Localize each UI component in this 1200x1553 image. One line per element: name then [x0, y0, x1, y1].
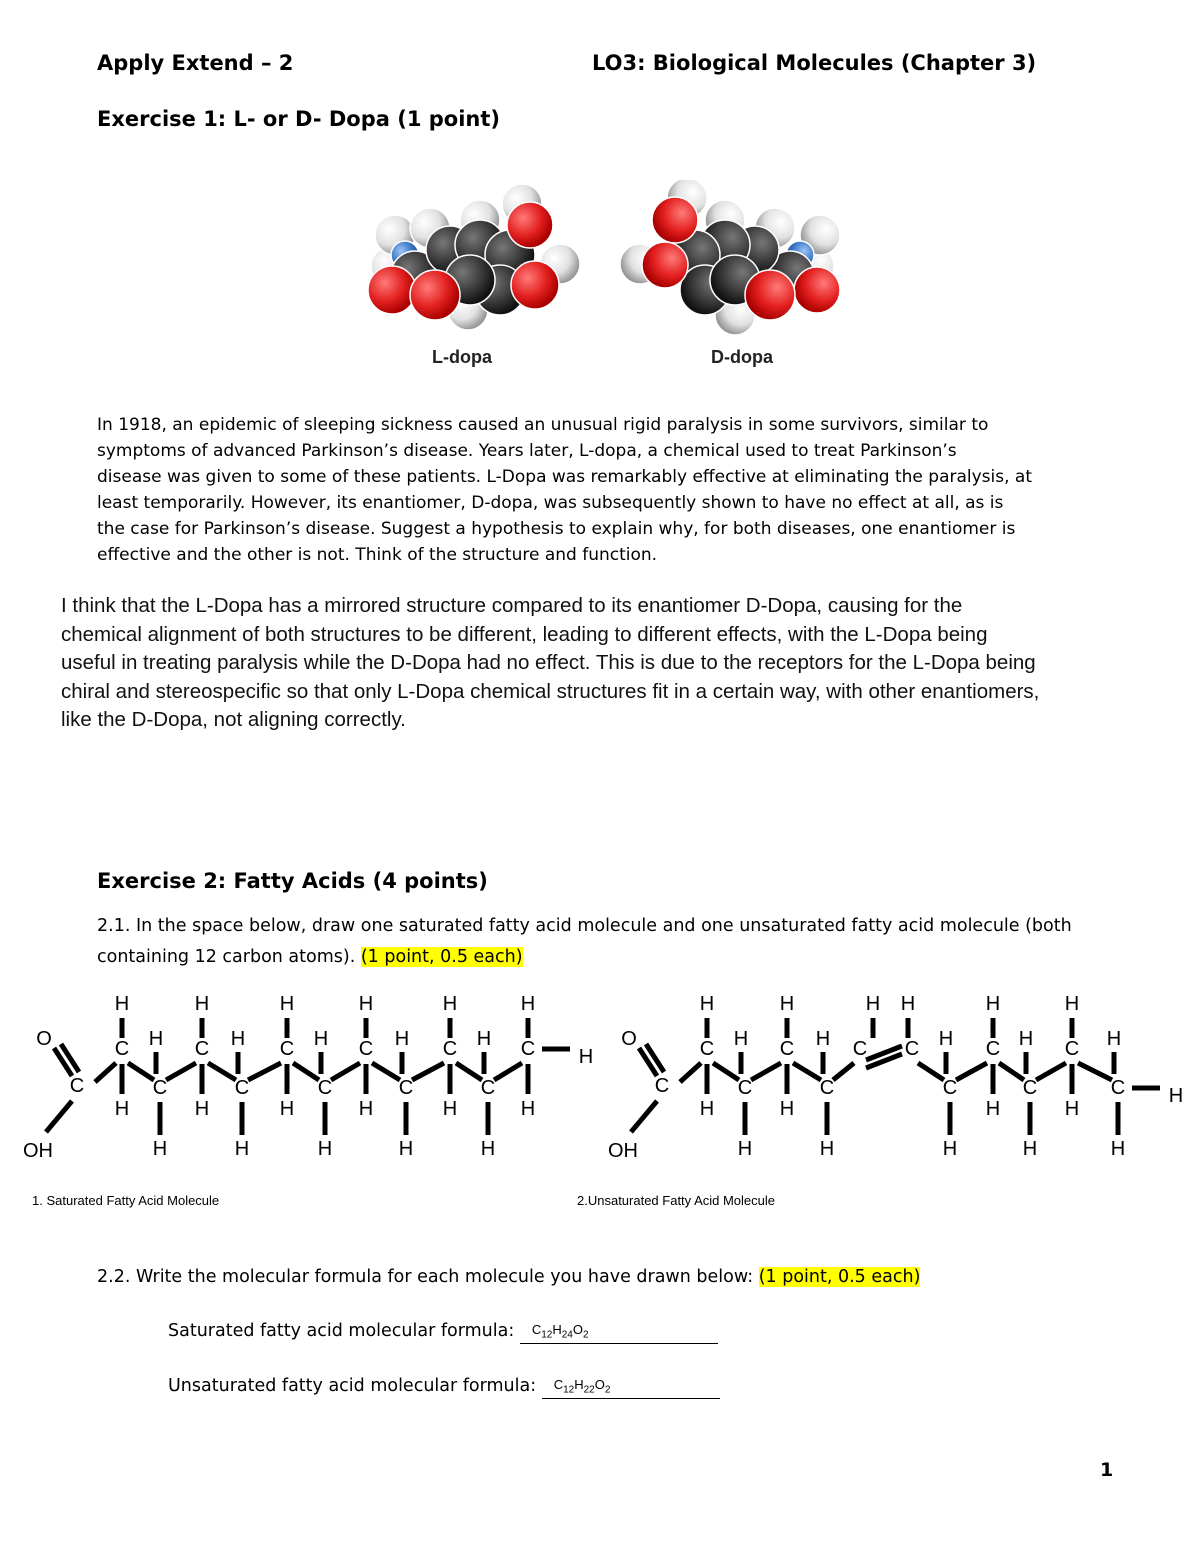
- question-line: In 1918, an epidemic of sleeping sickness caused an unusual rigid paralysis in some survivors, similar to: [97, 415, 989, 435]
- bond: [639, 1048, 657, 1076]
- bond: [833, 1063, 854, 1080]
- hydrogen-atom: H: [1064, 993, 1080, 1015]
- exercise1-answer: [61, 592, 1196, 735]
- answer-line: useful in treating paralysis while the D-Dopa had no effect. This is due to the receptors for the L-Dopa being: [61, 651, 1036, 674]
- carbon-atom: C: [942, 1077, 958, 1099]
- hydrogen-atom: H: [442, 1098, 458, 1120]
- question-2-2-number: 2.2.: [97, 1267, 131, 1287]
- oxygen-atom: O: [621, 1028, 637, 1050]
- hydrogen-atom: H: [737, 1138, 753, 1160]
- carbon-atom: C: [442, 1038, 458, 1060]
- carbon-atom: C: [699, 1038, 715, 1060]
- bond: [248, 1063, 281, 1080]
- exercise1-question: [97, 412, 1147, 568]
- carbon-atom: C: [114, 1038, 130, 1060]
- hydrogen-atom: H: [578, 1046, 594, 1068]
- question-2-1-number: 2.1.: [97, 916, 131, 936]
- hydrogen-atom: H: [194, 1098, 210, 1120]
- bond: [646, 1044, 664, 1072]
- hydrogen-atom: H: [1064, 1098, 1080, 1120]
- question-line: the case for Parkinson’s disease. Suggest a hypothesis to explain why, for both diseases, one enantiomer is: [97, 519, 1016, 539]
- hydrogen-atom: H: [699, 993, 715, 1015]
- hydrogen-atom: H: [520, 1098, 536, 1120]
- bond: [1078, 1063, 1112, 1080]
- carbon-atom: C: [480, 1077, 496, 1099]
- exercise2-title: Exercise 2: Fatty Acids (4 points): [97, 869, 488, 893]
- carbon-atom: C: [985, 1038, 1001, 1060]
- carbon-atom: C: [358, 1038, 374, 1060]
- question-2-2-points: (1 point, 0.5 each): [758, 1267, 921, 1287]
- carbon-atom: C: [819, 1077, 835, 1099]
- carbon-atom: C: [1110, 1077, 1126, 1099]
- unsaturated-formula-label: Unsaturated fatty acid molecular formula:: [168, 1376, 537, 1396]
- bond: [412, 1063, 444, 1080]
- carbon-atom: C: [317, 1077, 333, 1099]
- hydrogen-atom: H: [279, 993, 295, 1015]
- hydrogen-atom: H: [442, 993, 458, 1015]
- hydroxyl-group: OH: [608, 1140, 638, 1162]
- bond: [46, 1101, 72, 1132]
- bond: [208, 1063, 236, 1080]
- l-dopa-label: L-dopa: [432, 347, 492, 367]
- carbon-atom: C: [779, 1038, 795, 1060]
- hydrogen-atom: H: [480, 1138, 496, 1160]
- hydrogen-atom: H: [148, 1028, 164, 1050]
- question-2-1-text-cont: containing 12 carbon atoms).: [97, 947, 356, 967]
- hydrogen-atom: H: [942, 1138, 958, 1160]
- question-2-1: [97, 911, 1072, 973]
- answer-line: I think that the L-Dopa has a mirrored structure compared to its enantiomer D-Dopa, causing for the: [61, 594, 963, 617]
- question-line: disease was given to some of these patients. L-Dopa was remarkably effective at eliminating the paralysis, at: [97, 467, 1032, 487]
- unsaturated-formula-row: [168, 1373, 720, 1399]
- exercise1-title: Exercise 1: L- or D- Dopa (1 point): [97, 107, 500, 131]
- bond: [293, 1063, 319, 1080]
- hydrogen-atom: H: [900, 993, 916, 1015]
- hydrogen-atom: H: [1106, 1028, 1122, 1050]
- bond: [918, 1063, 944, 1080]
- hydrogen-atom: H: [114, 1098, 130, 1120]
- hydrogen-atom: H: [938, 1028, 954, 1050]
- saturated-formula-value: $C_{12}H_{24}O_2$: [531, 1322, 589, 1341]
- question-2-2-text: Write the molecular formula for each molecule you have drawn below:: [135, 1267, 754, 1287]
- l-dopa-model: [368, 184, 580, 330]
- oxygen-atom: O: [36, 1028, 52, 1050]
- bond: [54, 1048, 72, 1076]
- carbon-atom: C: [398, 1077, 414, 1099]
- bond: [166, 1063, 196, 1080]
- unsaturated-fatty-acid-atoms: [608, 993, 1183, 1162]
- learning-objective-title: LO3: Biological Molecules (Chapter 3): [592, 51, 1037, 75]
- hydrogen-atom: H: [279, 1098, 295, 1120]
- question-2-1-text: In the space below, draw one saturated fatty acid molecule and one unsaturated fatty acid molecule (both: [135, 916, 1072, 936]
- hydrogen-atom: H: [819, 1138, 835, 1160]
- bond: [1036, 1063, 1066, 1080]
- bond: [494, 1063, 522, 1080]
- hydrogen-atom: H: [779, 1098, 795, 1120]
- hydrogen-atom: H: [1168, 1085, 1184, 1107]
- dopa-molecules-image: [350, 180, 860, 370]
- saturated-fatty-acid-atoms: [23, 993, 593, 1162]
- hydrogen-atom: H: [733, 1028, 749, 1050]
- hydrogen-atom: H: [985, 1098, 1001, 1120]
- carbon-atom: C: [279, 1038, 295, 1060]
- unsaturated-formula-field[interactable]: [542, 1378, 720, 1399]
- hydrogen-atom: H: [1022, 1138, 1038, 1160]
- hydrogen-atom: H: [815, 1028, 831, 1050]
- d-dopa-label: D-dopa: [711, 347, 773, 367]
- unsaturated-caption: 2.Unsaturated Fatty Acid Molecule: [577, 1193, 775, 1208]
- hydrogen-atom: H: [1110, 1138, 1126, 1160]
- hydrogen-atom: H: [313, 1028, 329, 1050]
- carbon-atom: C: [654, 1075, 670, 1097]
- bond: [751, 1063, 781, 1080]
- carbon-atom: C: [1022, 1077, 1038, 1099]
- hydrogen-atom: H: [394, 1028, 410, 1050]
- bond: [793, 1063, 821, 1080]
- hydrogen-atom: H: [114, 993, 130, 1015]
- bond: [95, 1063, 116, 1082]
- question-2-2: [97, 1264, 920, 1290]
- carbon-atom: C: [520, 1038, 536, 1060]
- hydrogen-atom: H: [230, 1028, 246, 1050]
- hydrogen-atom: H: [152, 1138, 168, 1160]
- question-line: least temporarily. However, its enantiomer, D-dopa, was subsequently shown to have no effect at all, as is: [97, 493, 1004, 513]
- carbon-atom: C: [852, 1038, 868, 1060]
- hydrogen-atom: H: [699, 1098, 715, 1120]
- hydrogen-atom: H: [520, 993, 536, 1015]
- carbon-atom: C: [69, 1075, 85, 1097]
- hydrogen-atom: H: [234, 1138, 250, 1160]
- carbon-atom: C: [234, 1077, 250, 1099]
- hydrogen-atom: H: [1018, 1028, 1034, 1050]
- answer-line: chiral and stereospecific so that only L-Dopa chemical structures fit in a certain way, with other enantiomers,: [61, 679, 1040, 703]
- hydrogen-atom: H: [317, 1138, 333, 1160]
- saturated-formula-field[interactable]: [520, 1323, 718, 1344]
- hydrogen-atom: H: [779, 993, 795, 1015]
- carbon-atom: C: [194, 1038, 210, 1060]
- bond: [128, 1063, 154, 1080]
- hydrogen-atom: H: [358, 993, 374, 1015]
- hydrogen-atom: H: [476, 1028, 492, 1050]
- bond: [956, 1063, 987, 1080]
- bond: [631, 1101, 657, 1132]
- bond: [331, 1063, 360, 1080]
- bond: [713, 1063, 739, 1080]
- hydrogen-atom: H: [865, 993, 881, 1015]
- assignment-title: Apply Extend – 2: [97, 51, 294, 75]
- bond: [372, 1063, 400, 1080]
- hydrogen-atom: H: [358, 1098, 374, 1120]
- page-number: 1: [1100, 1459, 1114, 1481]
- carbon-atom: C: [737, 1077, 753, 1099]
- hydrogen-atom: H: [398, 1138, 414, 1160]
- bond: [680, 1063, 701, 1082]
- question-2-1-points: (1 point, 0.5 each): [360, 947, 523, 967]
- unsaturated-formula-value: $C_{12}H_{22}O_2$: [553, 1377, 611, 1396]
- d-dopa-model: [620, 180, 840, 335]
- question-line: symptoms of advanced Parkinson’s disease. Years later, L-dopa, a chemical used to treat Parkinson’s: [97, 441, 957, 461]
- hydrogen-atom: H: [194, 993, 210, 1015]
- hydrogen-atom: H: [985, 993, 1001, 1015]
- bond: [999, 1063, 1024, 1080]
- answer-line: chemical alignment of both structures to be different, leading to different effects, with the L-Dopa being: [61, 622, 988, 646]
- bond: [61, 1044, 79, 1072]
- saturated-caption: 1. Saturated Fatty Acid Molecule: [32, 1193, 220, 1208]
- carbon-atom: C: [152, 1077, 168, 1099]
- saturated-formula-label: Saturated fatty acid molecular formula:: [168, 1321, 515, 1341]
- carbon-atom: C: [904, 1038, 920, 1060]
- question-line: effective and the other is not. Think of the structure and function.: [97, 545, 658, 565]
- carbon-atom: C: [1064, 1038, 1080, 1060]
- bond: [456, 1063, 482, 1080]
- fatty-acid-drawings: [0, 980, 1200, 1180]
- answer-line: like the D-Dopa, not aligning correctly.: [61, 708, 406, 731]
- saturated-formula-row: [168, 1318, 718, 1344]
- hydroxyl-group: OH: [23, 1140, 53, 1162]
